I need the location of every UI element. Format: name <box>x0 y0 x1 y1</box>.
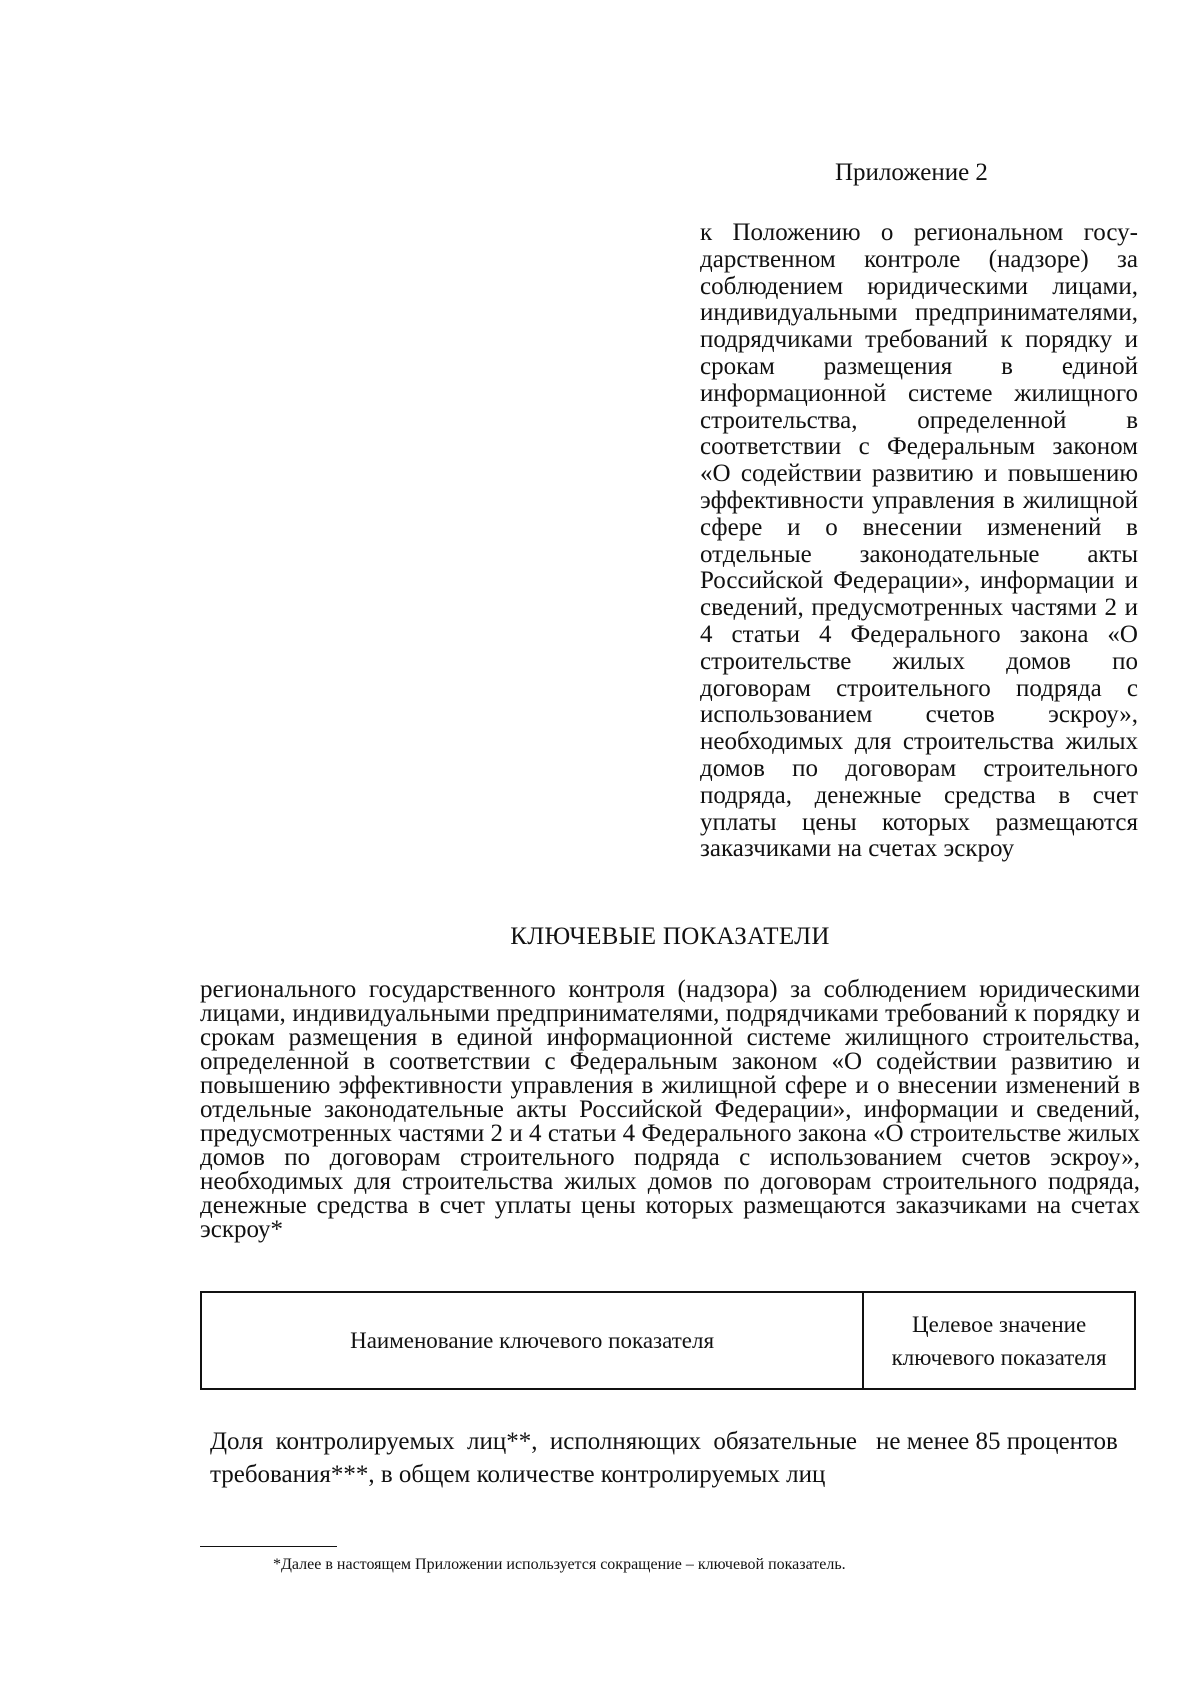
header-indicator-name: Наименование ключевого показателя <box>201 1292 863 1389</box>
key-indicators-title: КЛЮЧЕВЫЕ ПОКАЗАТЕЛИ <box>510 923 830 950</box>
appendix-title: Приложение 2 <box>835 159 988 186</box>
key-indicators-subtitle: регионального государственного контроля (надзора) за соблюдением юридическими лицами, индивидуальными предпринимателями, подрядчиками требований к порядку и срокам размещения в единой информационной системе жилищного строительства, определенной в соответствии с Федеральным законом «О содействии развитию и повышению эффективности управления в жилищной сфере и о внесении изменений в отдельные законодательные акты Российской Федерации», информации и сведений, предусмотренных частями 2 и 4 статьи 4 Федерального закона «О строительстве жилых домов по договорам строительного подряда с использованием счетов эскроу», необходимых для строительства жилых домов по договорам строительного подряда, денежные средства в счет уплаты цены которых размещаются заказчиками на счетах эскроу* <box>200 976 1140 1243</box>
footnote: *Далее в настоящем Приложении используется сокращение – ключевой показатель. <box>273 1556 846 1573</box>
indicator-name-cell: Доля контролируемых лиц**, исполняющих обязательные требования***, в общем количестве контролируемых лиц <box>210 1428 857 1488</box>
indicator-target-cell: не менее 85 процентов <box>876 1428 1118 1455</box>
footnote-divider <box>200 1546 337 1547</box>
table-header-row <box>201 1292 1135 1389</box>
header-target-value: Целевое значение ключевого показателя <box>863 1292 1135 1389</box>
appendix-reference: к Положению о региональном государственном контроле (надзоре) за соблюдением юридическими лицами, индивидуальными предпринимателями, подрядчиками требований к порядку и срокам размещения в единой информационной системе жилищного строительства, определенной в соответствии с Федеральным законом «О содействии развитию и повышению эффективности управления в жилищной сфере и о внесении изменений в отдельные законодательные акты Российской Федерации», информации и сведений, предусмотренных частями 2 и 4 статьи 4 Федерального закона «О строительстве жилых домов по договорам строительного подряда с использованием счетов эскроу», необходимых для строительства жилых домов по договорам строительного подряда, денежные средства в счет уплаты цены которых размещаются заказчиками на счетах эскроу <box>700 219 1138 863</box>
indicators-table-header <box>200 1291 1136 1390</box>
